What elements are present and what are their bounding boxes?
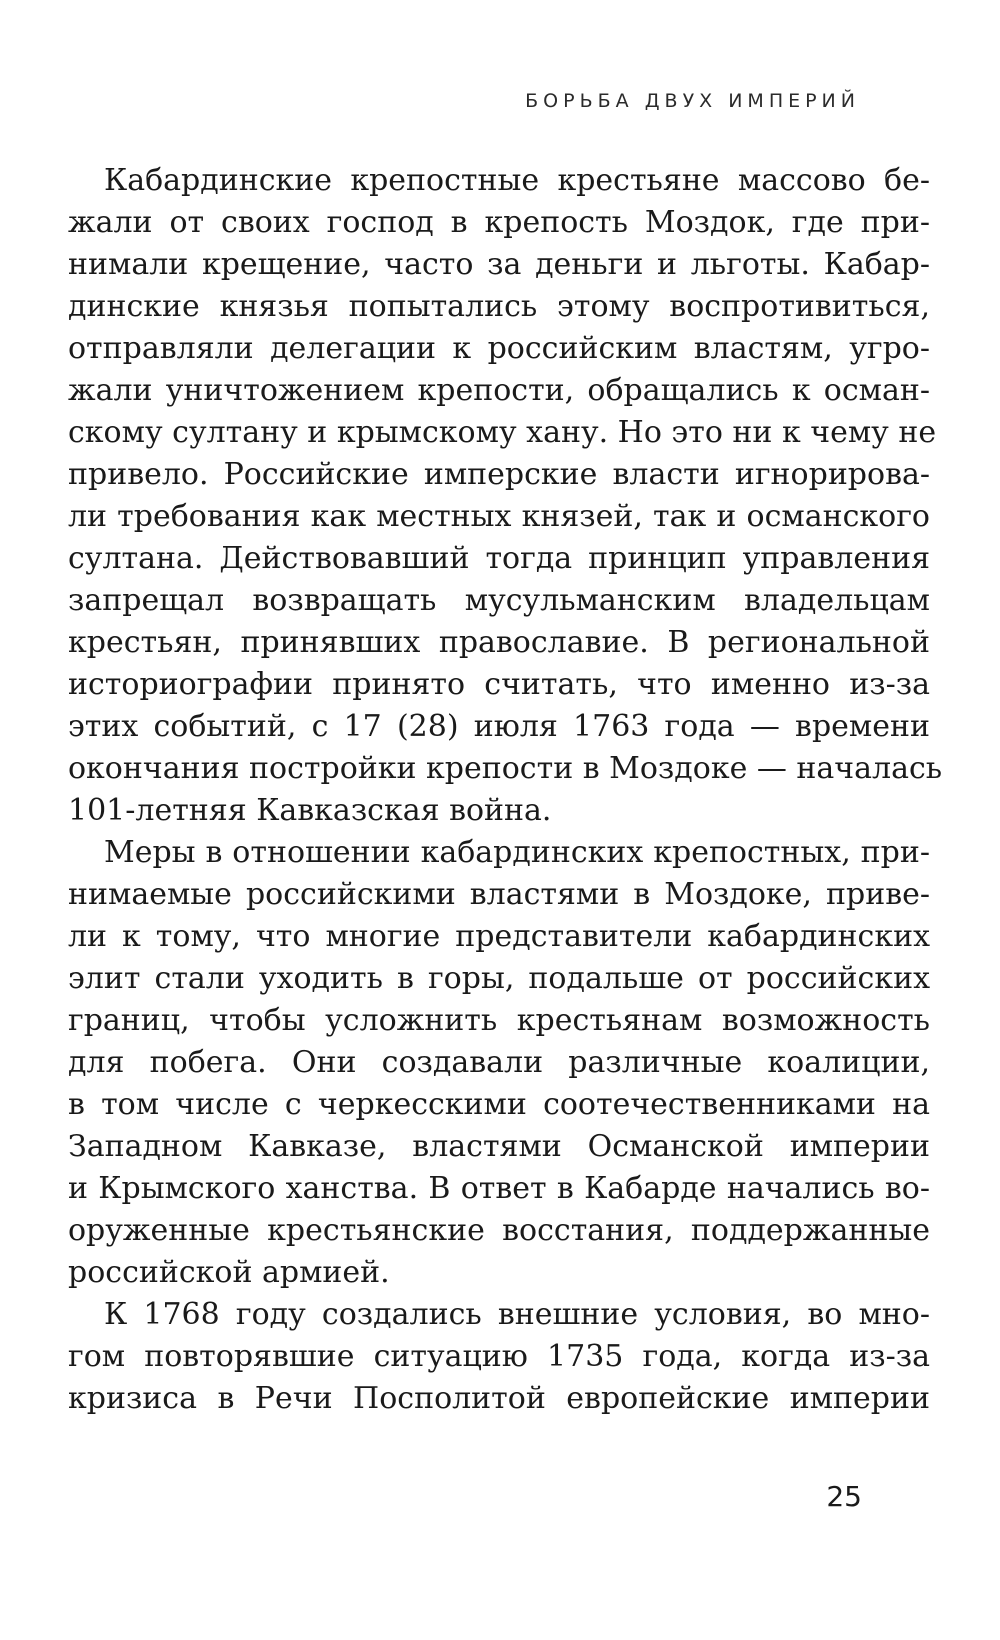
text-line: Меры в отношении кабардинских крепостных, при-: [104, 835, 930, 870]
text-line: жали от своих господ в крепость Моздок, где при-: [68, 205, 930, 240]
body-text: [68, 160, 943, 1420]
text-line: К 1768 году создались внешние условия, во мно-: [104, 1297, 930, 1332]
running-head: БОРЬБА ДВУХ ИМПЕРИЙ: [525, 90, 860, 112]
text-line: запрещал возвращать мусульманским владельцам: [68, 583, 930, 618]
text-line: нимали крещение, часто за деньги и льготы. Кабар-: [68, 247, 930, 282]
text-line: элит стали уходить в горы, подальше от российских: [68, 961, 930, 996]
text-line: нимаемые российскими властями в Моздоке, приве-: [68, 877, 930, 912]
text-line: скому султану и крымскому хану. Но это ни к чему не: [68, 415, 937, 450]
text-line: кризиса в Речи Посполитой европейские империи: [68, 1381, 930, 1416]
text-line: российской армией.: [68, 1255, 390, 1290]
text-line: историографии принято считать, что именно из-за: [68, 667, 930, 702]
paragraph-2: [68, 832, 930, 1294]
text-line: султана. Действовавший тогда принцип управления: [68, 541, 930, 576]
text-line: и Крымского ханства. В ответ в Кабарде начались во-: [68, 1171, 930, 1206]
text-line: гом повторявшие ситуацию 1735 года, когда из-за: [68, 1339, 930, 1374]
text-line: Западном Кавказе, властями Османской империи: [68, 1129, 930, 1164]
text-line: для побега. Они создавали различные коалиции,: [68, 1045, 930, 1080]
text-line: 101-летняя Кавказская война.: [68, 793, 552, 828]
text-line: динские князья попытались этому воспротивиться,: [68, 289, 930, 324]
text-line: Кабардинские крепостные крестьяне массово бе-: [104, 163, 930, 198]
text-line: привело. Российские имперские власти игнорирова-: [68, 457, 930, 492]
page-number: 25: [826, 1480, 862, 1513]
text-line: крестьян, принявших православие. В региональной: [68, 625, 930, 660]
paragraph-3: [68, 1294, 930, 1420]
text-line: ли к тому, что многие представители кабардинских: [68, 919, 930, 954]
text-line: окончания постройки крепости в Моздоке — началась: [68, 751, 943, 786]
text-line: оруженные крестьянские восстания, поддержанные: [68, 1213, 930, 1248]
text-line: жали уничтожением крепости, обращались к осман-: [68, 373, 930, 408]
text-line: границ, чтобы усложнить крестьянам возможность: [68, 1003, 930, 1038]
text-line: ли требования как местных князей, так и османского: [68, 499, 930, 534]
paragraph-1: [68, 160, 943, 832]
text-line: в том числе с черкесскими соотечественниками на: [68, 1087, 930, 1122]
text-line: отправляли делегации к российским властям, угро-: [68, 331, 930, 366]
text-line: этих событий, с 17 (28) июля 1763 года — времени: [68, 709, 930, 744]
